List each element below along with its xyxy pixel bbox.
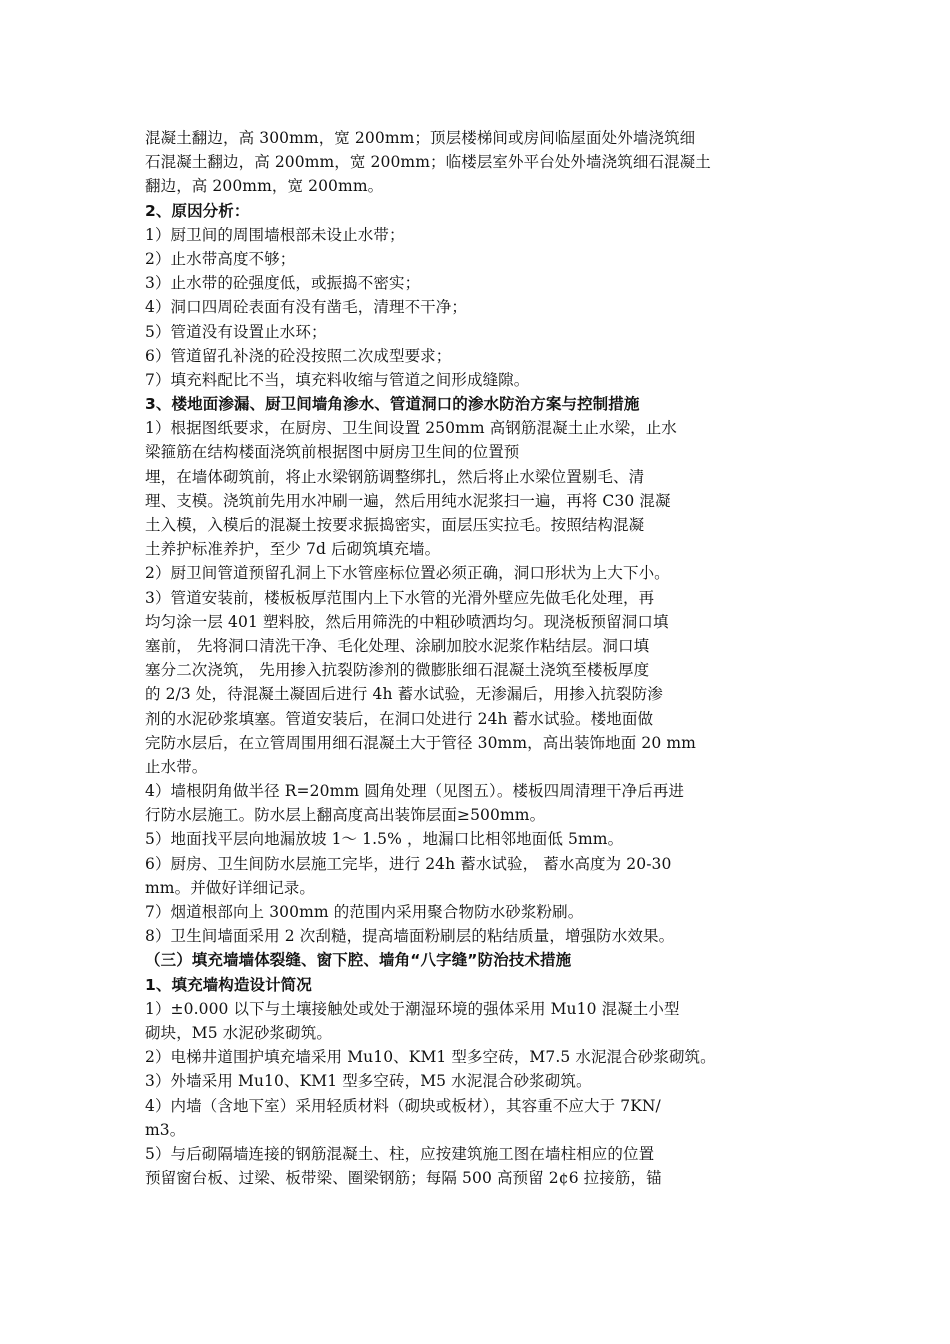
text-line: 3）外墙采用 Mu10、KM1 型多空砖，M5 水泥混合砂浆砌筑。 <box>145 1072 592 1091</box>
text-line: 2）电梯井道围护填充墙采用 Mu10、KM1 型多空砖，M7.5 水泥混合砂浆砌筑。 <box>145 1048 716 1067</box>
text-line: 6）厨房、卫生间防水层施工完毕，进行 24h 蓄水试验， 蓄水高度为 20-30 <box>145 854 672 873</box>
text-line: 5）地面找平层向地漏放坡 1～ 1.5% ，地漏口比相邻地面低 5mm。 <box>145 830 624 849</box>
text-line: 翻边，高 200mm，宽 200mm。 <box>145 177 384 196</box>
text-line: 2）止水带高度不够； <box>145 249 296 268</box>
section-heading: 3、楼地面渗漏、厨卫间墙角渗水、管道洞口的渗水防治方案与控制措施 <box>145 395 640 414</box>
text-line: 4）内墙（含地下室）采用轻质材料（砌块或板材），其容重不应大于 7KN/ <box>145 1096 661 1115</box>
section-heading: 2、原因分析： <box>145 201 250 220</box>
text-line: 5）与后砌隔墙连接的钢筋混凝土、柱，应按建筑施工图在墙柱相应的位置 <box>145 1144 655 1163</box>
text-line: 完防水层后，在立管周围用细石混凝土大于管径 30mm，高出装饰地面 20 mm <box>145 733 696 752</box>
text-line: mm。并做好详细记录。 <box>145 878 315 897</box>
section-heading: （三）填充墙墙体裂缝、窗下腔、墙角“八字缝”防治技术措施 <box>145 951 572 970</box>
text-line: 6）管道留孔补浇的砼没按照二次成型要求； <box>145 346 452 365</box>
text-line: 4）墙根阴角做半径 R=20mm 圆角处理（见图五）。楼板四周清理干净后再进 <box>145 782 685 801</box>
text-line: 3）止水带的砼强度低，或振捣不密实； <box>145 274 421 293</box>
section-heading: 1、填充墙构造设计简况 <box>145 975 312 994</box>
text-line: 土养护标准养护，至少 7d 后砌筑填充墙。 <box>145 540 441 559</box>
text-line: 的 2/3 处，待混凝土凝固后进行 4h 蓄水试验，无渗漏后，用掺入抗裂防渗 <box>145 685 663 704</box>
text-line: 均匀涂一层 401 塑料胶，然后用筛洗的中粗砂喷洒均匀。现浇板预留洞口填 <box>145 612 669 631</box>
text-line: 塞分二次浇筑， 先用掺入抗裂防渗剂的微膨胀细石混凝土浇筑至楼板厚度 <box>145 661 650 680</box>
text-line: 埋，在墙体砌筑前，将止水梁钢筋调整绑扎，然后将止水梁位置剔毛、清 <box>145 467 645 486</box>
text-line: 3）管道安装前，楼板板厚范围内上下水管的光滑外壁应先做毛化处理，再 <box>145 588 655 607</box>
text-line: 5）管道没有设置止水环； <box>145 322 327 341</box>
text-line: 行防水层施工。防水层上翻高度高出装饰层面≥500mm。 <box>145 806 546 825</box>
text-line: 梁箍筋在结构楼面浇筑前根据图中厨房卫生间的位置预 <box>145 443 520 462</box>
text-line: 石混凝土翻边，高 200mm，宽 200mm；临楼层室外平台处外墙浇筑细石混凝土 <box>145 153 711 172</box>
text-line: 1）根据图纸要求，在厨房、卫生间设置 250mm 高钢筋混凝土止水梁，止水 <box>145 419 677 438</box>
text-line: 土入模，入模后的混凝土按要求振捣密实，面层压实拉毛。按照结构混凝 <box>145 516 645 534</box>
text-line: 8）卫生间墙面采用 2 次刮糙，提高墙面粉刷层的粘结质量，增强防水效果。 <box>145 927 675 946</box>
text-line: 1）±0.000 以下与土壤接触处或处于潮湿环境的强体采用 Mu10 混凝土小型 <box>145 999 680 1018</box>
text-line: 剂的水泥砂浆填塞。管道安装后，在洞口处进行 24h 蓄水试验。楼地面做 <box>145 709 654 728</box>
text-line: 1）厨卫间的周围墙根部未设止水带； <box>145 225 405 244</box>
text-line: 4）洞口四周砼表面有没有凿毛，清理不干净； <box>145 298 467 317</box>
text-line: 预留窗台板、过梁、板带梁、圈梁钢筋；每隔 500 高预留 2¢6 拉接筋，锚 <box>145 1169 662 1188</box>
text-line: 止水带。 <box>145 757 208 776</box>
text-line: 2）厨卫间管道预留孔洞上下水管座标位置必须正确，洞口形状为上大下小。 <box>145 564 670 583</box>
text-line: 理、支模。浇筑前先用水冲刷一遍，然后用纯水泥浆扫一遍，再将 C30 混凝 <box>145 491 671 510</box>
text-line: 混凝土翻边，高 300mm，宽 200mm；顶层楼梯间或房间临屋面处外墙浇筑细 <box>145 129 696 147</box>
text-line: 7）烟道根部向上 300mm 的范围内采用聚合物防水砂浆粉刷。 <box>145 903 584 921</box>
text-line: 7）填充料配比不当，填充料收缩与管道之间形成缝隙。 <box>145 370 530 389</box>
text-line: m3。 <box>145 1120 186 1139</box>
text-line: 塞前， 先将洞口清洗干净、毛化处理、涂刷加胶水泥浆作粘结层。洞口填 <box>145 636 650 655</box>
document-page <box>145 126 785 1190</box>
text-line: 砌块，M5 水泥砂浆砌筑。 <box>145 1023 332 1042</box>
